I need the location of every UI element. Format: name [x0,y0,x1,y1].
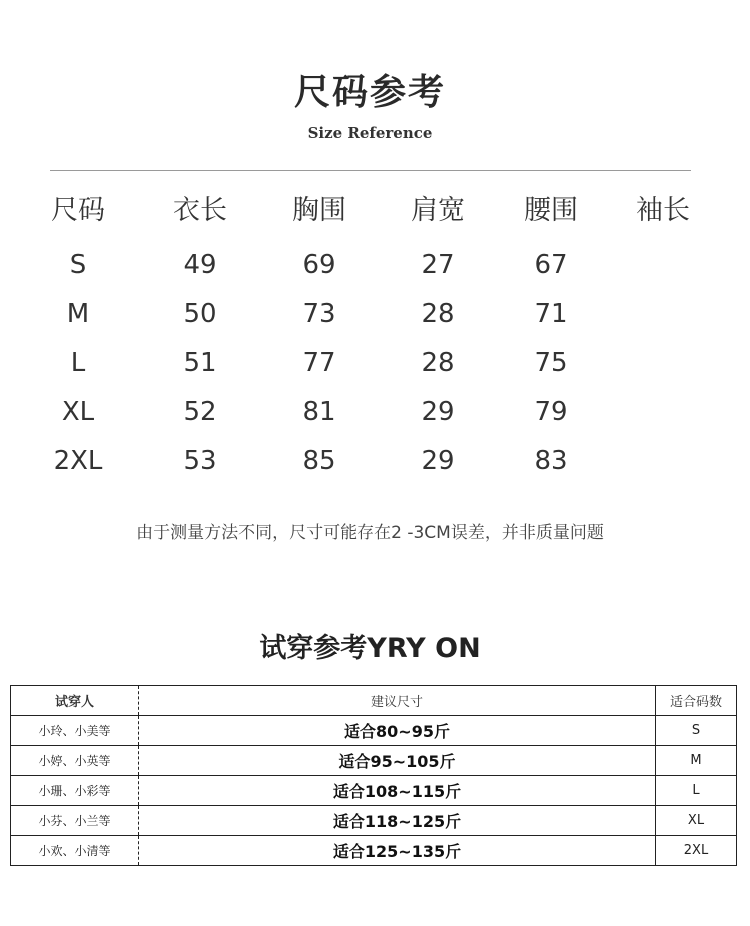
table-row [11,716,737,746]
length-cell: 53 [183,446,217,476]
size-cell: L [70,348,86,378]
weight-cell: 适合108~115斤 [139,776,656,806]
fit-size-cell: M [656,746,737,776]
length-cell: 52 [183,397,217,427]
page-title: 尺码参考 [293,72,446,113]
fit-size-cell: XL [656,806,737,836]
size-col-header: 尺码 [51,195,105,226]
chest-cell: 69 [302,250,336,280]
fit-size-cell: L [656,776,737,806]
chest-cell: 85 [302,446,336,476]
title-divider [50,170,691,171]
page-subtitle: Size Reference [307,124,433,142]
weight-cell: 适合118~125斤 [139,806,656,836]
length-col-header: 衣长 [173,195,227,226]
chest-col-header: 胸围 [292,195,346,226]
header-suggested-size: 建议尺寸 [139,686,656,716]
table-row [11,806,737,836]
shoulder-cell: 29 [421,397,455,427]
chest-cell: 73 [302,299,336,329]
fit-size-cell: S [656,716,737,746]
chest-cell: 77 [302,348,336,378]
table-row [11,836,737,866]
length-cell: 51 [183,348,217,378]
shoulder-cell: 29 [421,446,455,476]
fit-size-cell: 2XL [656,836,737,866]
person-cell: 小欢、小清等 [11,836,139,866]
waist-cell: 83 [534,446,568,476]
length-cell: 50 [183,299,217,329]
person-cell: 小玲、小美等 [11,716,139,746]
try-on-header-row [11,686,737,716]
person-cell: 小珊、小彩等 [11,776,139,806]
waist-cell: 75 [534,348,568,378]
weight-cell: 适合80~95斤 [139,716,656,746]
size-cell: XL [61,397,95,427]
chest-cell: 81 [302,397,336,427]
person-cell: 小婷、小英等 [11,746,139,776]
waist-col-header: 腰围 [524,195,578,226]
table-row [11,776,737,806]
size-cell: S [69,250,87,280]
try-on-table [10,685,737,866]
person-cell: 小芬、小兰等 [11,806,139,836]
weight-cell: 适合125~135斤 [139,836,656,866]
shoulder-cell: 28 [421,299,455,329]
weight-cell: 适合95~105斤 [139,746,656,776]
shoulder-cell: 27 [421,250,455,280]
header-fit-size: 适合码数 [656,686,737,716]
shoulder-col-header: 肩宽 [411,195,465,226]
measurement-note: 由于测量方法不同，尺寸可能存在2 -3CM误差，并非质量问题 [136,523,604,543]
sleeve-col-header: 袖长 [636,195,690,226]
try-on-title: 试穿参考YRY ON [259,633,481,664]
size-cell: M [66,299,90,329]
waist-cell: 71 [534,299,568,329]
size-cell: 2XL [53,446,103,476]
waist-cell: 79 [534,397,568,427]
table-row [11,746,737,776]
waist-cell: 67 [534,250,568,280]
header-person: 试穿人 [11,686,139,716]
shoulder-cell: 28 [421,348,455,378]
length-cell: 49 [183,250,217,280]
